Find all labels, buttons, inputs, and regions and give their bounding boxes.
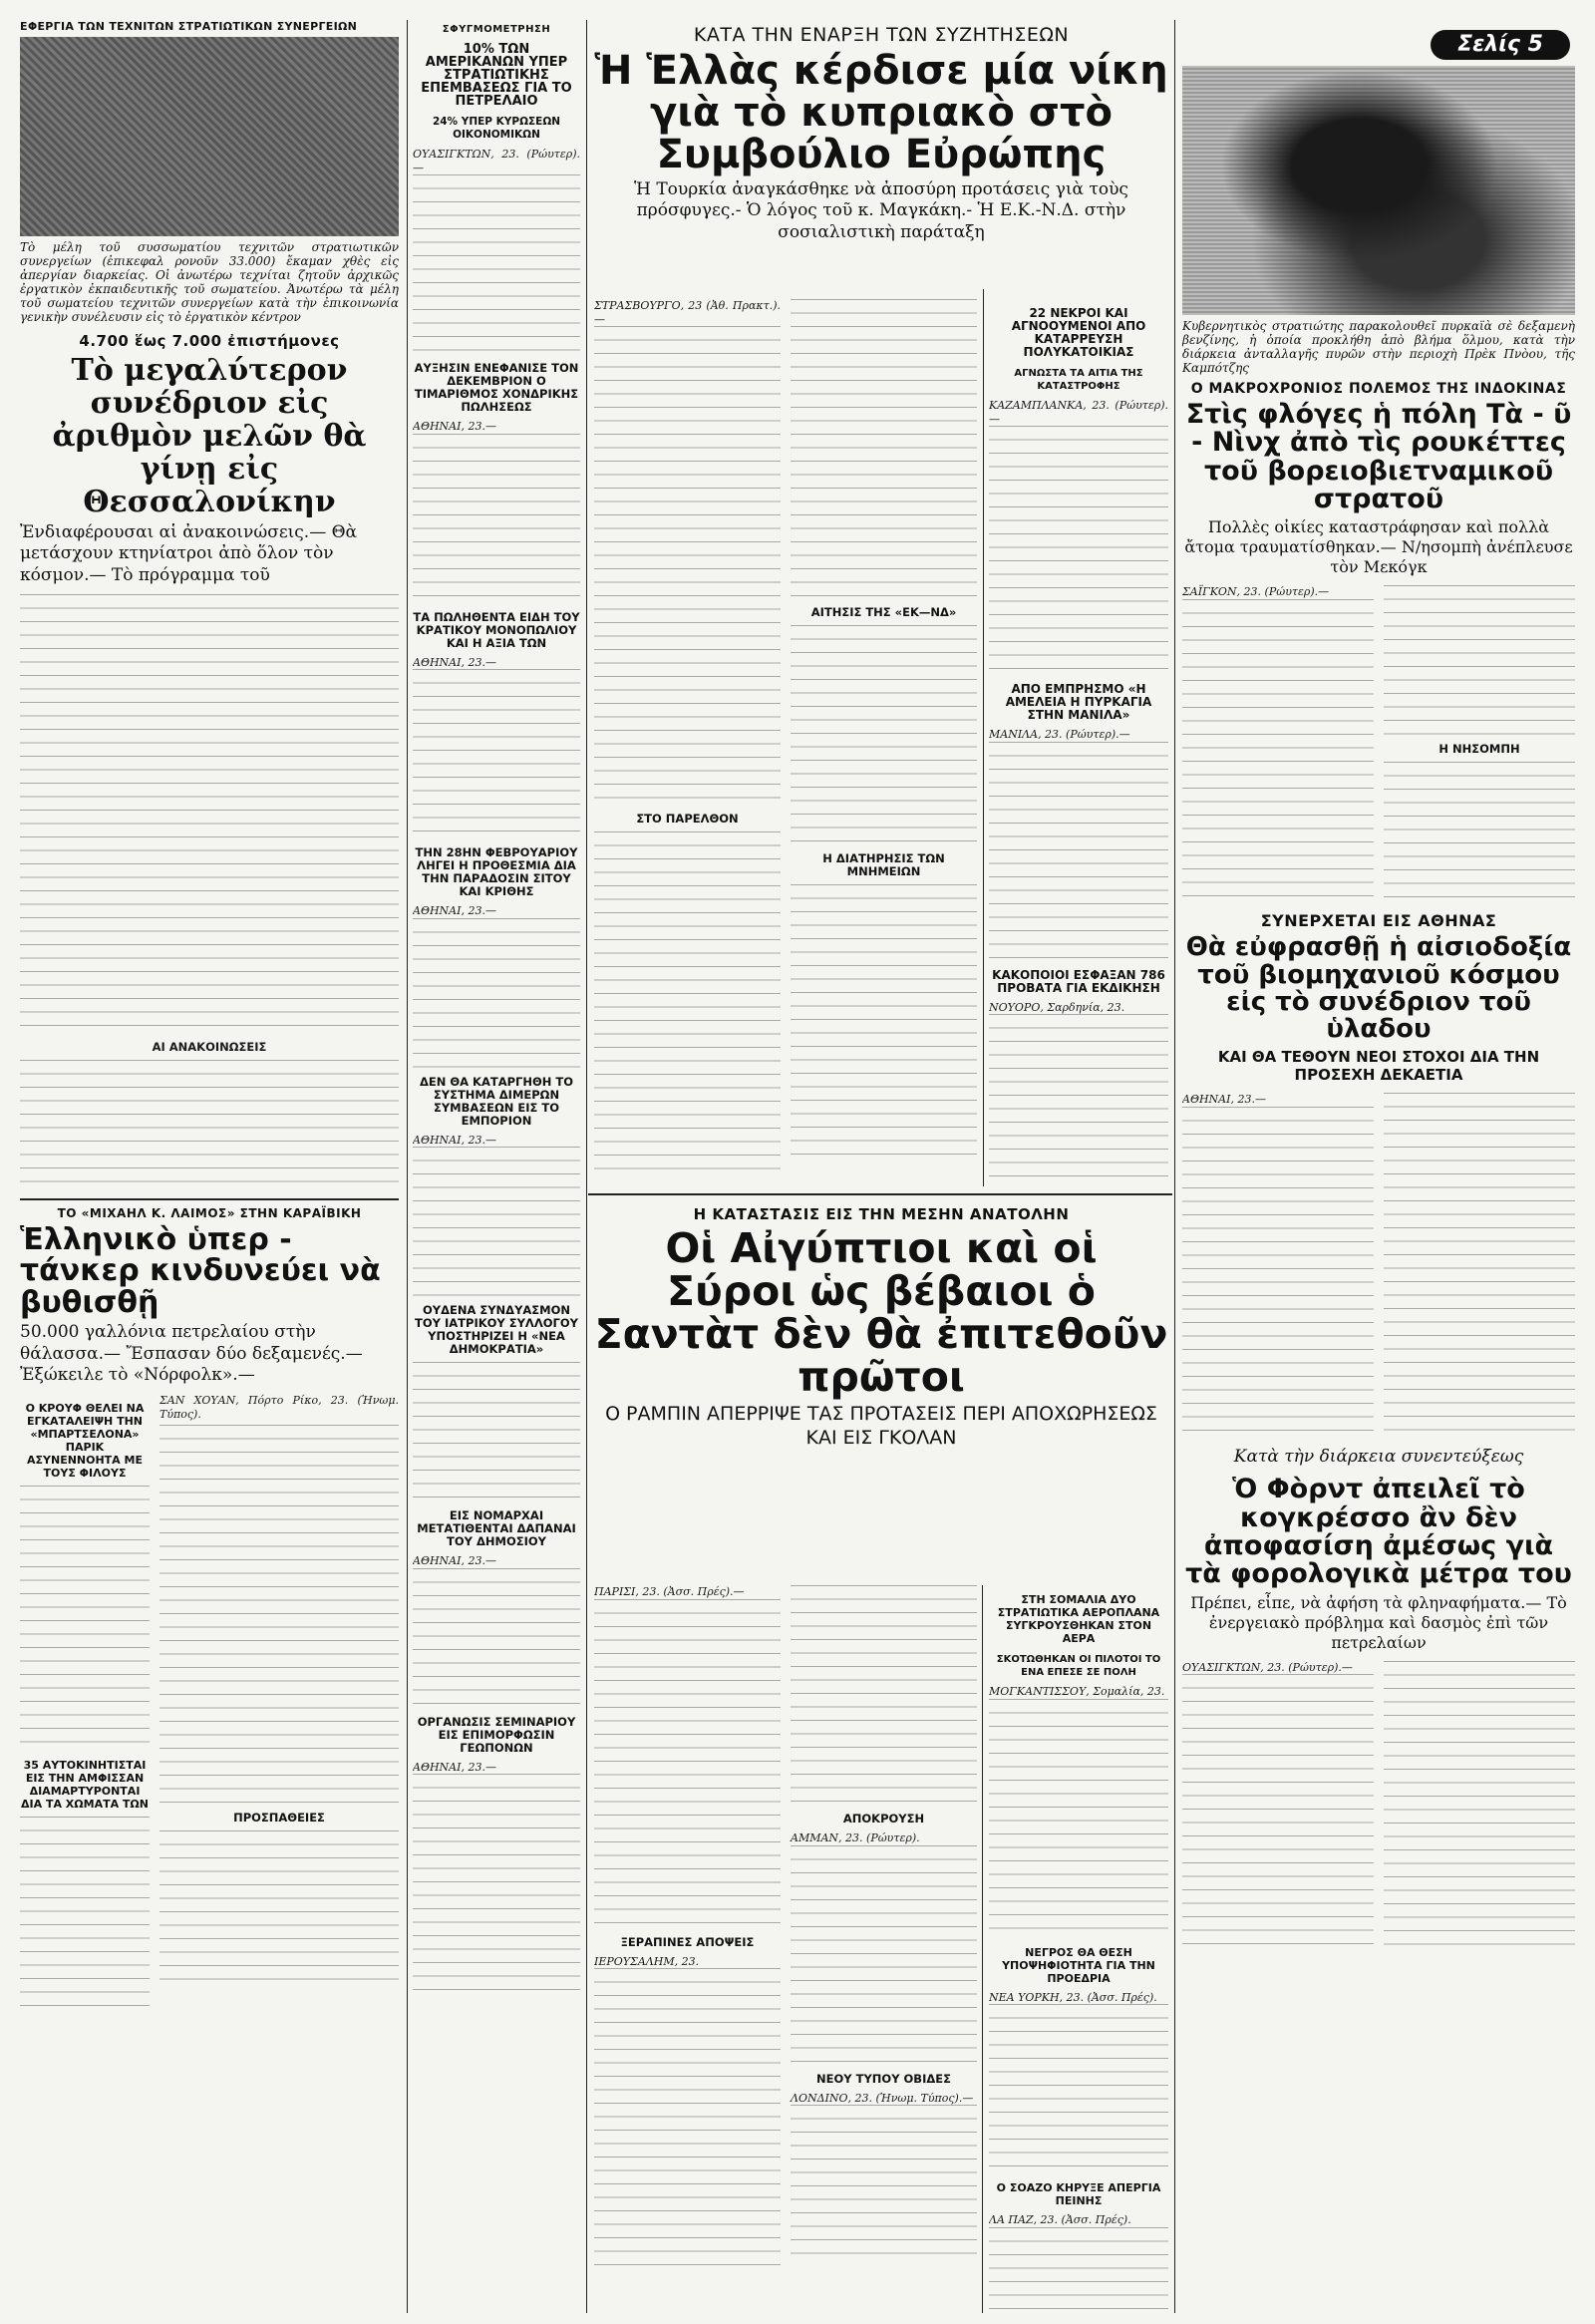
dateline: ΚΑΖΑΜΠΛΑΝΚΑ, 23. (Ρώυτερ).— <box>989 399 1168 426</box>
body-text-lines <box>791 625 977 844</box>
body-text-lines <box>413 1362 580 1501</box>
dateline: ΑΘΗΝΑΙ, 23.— <box>413 1133 496 1147</box>
side-box <box>20 1394 150 2016</box>
dateline: ΣΑΝ ΧΟΥΑΝ, Πόρτο Ρίκο, 23. (Ἡνωμ. Τύπος). <box>160 1394 399 1421</box>
subsection-label: ΞΕΡΑΠΙΝΕΣ ΑΠΟΨΕΙΣ <box>620 1934 755 1949</box>
body-text-lines <box>160 1830 399 1980</box>
dateline: ΜΟΓΚΑΝΤΙΣΣΟΥ, Σομαλία, 23. <box>989 1685 1165 1698</box>
mideast-headline: Οἱ Αἰγύπτιοι καὶ οἱ Σύροι ὡς βέβαιοι ὁ Σαντὰτ δὲν θὰ ἐπιτεθοῦν πρῶτοι <box>594 1224 1168 1402</box>
dateline: ΑΘΗΝΑΙ, 23.— <box>413 1554 496 1567</box>
lead-story-columns <box>594 299 977 1186</box>
body-text-lines <box>1384 585 1575 735</box>
brief-kicker: ΣΦΥΓΜΟΜΕΤΡΗΣΗ <box>442 24 551 35</box>
brief-headline: ΕΙΣ ΝΟΜΑΡΧΑΙ ΜΕΤΑΤΙΘΕΝΤΑΙ ΔΑΠΑΝΑΙ ΤΟΥ ΔΗΜΟΣΙΟΥ <box>417 1508 576 1548</box>
dateline: ΛΑ ΠΑΖ, 23. (Ἀσσ. Πρές). <box>989 2213 1131 2226</box>
body-text-lines <box>1384 762 1575 901</box>
body-text-lines <box>413 434 580 603</box>
lead-body-col <box>594 299 781 1186</box>
lead-headline: Ἡ Ἑλλὰς κέρδισε μία νίκη γιὰ τὸ κυπριακὸ στὸ Συμβούλιο Εὐρώπης <box>594 48 1168 177</box>
story-body-col <box>1384 1093 1575 1437</box>
body-text-lines <box>594 1968 781 2267</box>
story-body <box>20 594 399 1192</box>
brief-headline: ΑΠΟ ΕΜΠΡΗΣΜΟ «Η ΑΜΕΛΕΙΑ Η ΠΥΡΚΑΓΙΑ ΣΤΗΝ ΜΑΝΙΛΑ» <box>1005 682 1152 722</box>
strike-photo <box>20 37 399 236</box>
body-text-lines <box>413 174 580 354</box>
body-text-lines <box>1384 1661 1575 1955</box>
column-rule <box>1174 20 1175 2313</box>
mideast-body-col <box>594 1585 781 2313</box>
body-text-lines <box>20 1060 399 1192</box>
story-kicker: ΤΟ «ΜΙΧΑΗΛ Κ. ΛΑΙΜΟΣ» ΣΤΗΝ ΚΑΡΑΪΒΙΚΗ <box>57 1205 362 1220</box>
story-subhead: Ἐνδιαφέρουσαι αἱ ἀνακοινώσεις.— Θὰ μετάσχουν κτηνίατροι ἀπὸ ὅλον τὸν κόσμον.— Τὸ πρόγραμμα τοῦ <box>20 522 358 585</box>
lead-subhead: Ἡ Τουρκία ἀναγκάσθηκε νὰ ἀποσύρη προτάσεις γιὰ τοὺς πρόσφυγες.- Ὁ λόγος τοῦ κ. Μαγκάκη.- Ἡ Ε.Κ.-Ν.Δ. στὴν σοσιαλιστικὴ παράταξη <box>634 179 1128 242</box>
photo-caption: Τὸ μέλη τοῦ συσσωματίου τεχνιτῶν στρατιωτικῶν συνεργείων (ἐπικεφαλ ρονοῦν 33.000) ἔκαμαν χθὲς εἰς ἀπεργίαν διαρκείας. Οἱ ἀνωτέρω τεχνίται ζητοῦν ἀρχικῶς ἐργατικὸν ἐκπαιδευτικῆς τοῦ σωματείου. Ἀνωτέρω τὰ μέλη τοῦ σωματείου τεχνιτῶν συνεργείων κατὰ τὴν ἐπικοινωνία γενικὴν συνέλευσιν εἰς τὸ ἐργατικὸν κέντρον <box>20 240 399 324</box>
story-body-col <box>1182 585 1374 901</box>
story-subhead: 50.000 γαλλόνια πετρελαίου στὴν θάλασσα.— Ἔσπασαν δύο δεξαμενές.— Ἐξώκειλε τὸ «Νόρφολκ».— <box>20 1322 363 1385</box>
body-text-lines <box>413 1774 580 1993</box>
story-subhead: Πολλὲς οἰκίες καταστράφησαν καὶ πολλὰ ἄτομα τραυματίσθηκαν.— Ν/ησομπὴ ἀνέπλευσε τὸν Μεκόγκ <box>1184 517 1573 577</box>
side-box-headline: Ο ΚΡΟΥΦ ΘΕΛΕΙ ΝΑ ΕΓΚΑΤΑΛΕΙΨΗ ΤΗΝ «ΜΠΑΡΤΣΕΛΟΝΑ» ΠΑΡΙΚ ΑΣΥΝΕΝΝΟΗΤΑ ΜΕ ΤΟΥΣ ΦΙΛΟΥΣ <box>25 1402 145 1480</box>
body-text-lines <box>989 2004 1168 2173</box>
subsection-label: Η ΔΙΑΤΗΡΗΣΙΣ ΤΩΝ ΜΝΗΜΕΙΩΝ <box>822 851 945 878</box>
subsection-label: ΑΙ ΑΝΑΚΟΙΝΩΣΕΙΣ <box>152 1039 267 1054</box>
body-text-lines <box>160 1425 399 1804</box>
brief-headline: ΝΕΓΡΟΣ ΘΑ ΘΕΣΗ ΥΠΟΨΗΦΙΟΤΗΤΑ ΓΙΑ ΤΗΝ ΠΡΟΕΔΡΙΑ <box>1002 1945 1155 1985</box>
subsection-label: Η ΝΗΣΟΜΠΗ <box>1438 742 1520 757</box>
dateline: ΑΘΗΝΑΙ, 23.— <box>413 904 496 917</box>
story-body-col <box>1384 585 1575 901</box>
body-text-lines <box>413 1147 580 1296</box>
mideast-body-col <box>791 1585 977 2313</box>
body-text-lines <box>989 1699 1168 1938</box>
dateline: ΠΑΡΙΣΙ, 23. (Ἀσσ. Πρές).— <box>594 1585 745 1598</box>
subsection-label: ΣΤΟ ΠΑΡΕΛΘΟΝ <box>636 812 739 826</box>
brief-subhead: ΑΓΝΩΣΤΑ ΤΑ ΑΙΤΙΑ ΤΗΣ ΚΑΤΑΣΤΡΟΦΗΣ <box>1014 368 1143 392</box>
brief-headline: 22 ΝΕΚΡΟΙ ΚΑΙ ΑΓΝΟΟΥΜΕΝΟΙ ΑΠΟ ΚΑΤΑΡΡΕΥΣΗ ΠΟΛΥΚΑΤΟΙΚΙΑΣ <box>1011 306 1146 359</box>
section-rule <box>588 1193 1172 1195</box>
left-column <box>20 20 399 2313</box>
body-text-lines <box>1182 1674 1374 1953</box>
lead-story-header <box>594 20 1168 299</box>
story-body <box>160 1394 399 2016</box>
body-text-lines <box>413 918 580 1068</box>
column-rule <box>983 289 984 1186</box>
dateline: ΑΘΗΝΑΙ, 23.— <box>413 655 496 669</box>
brief-headline: ΑΥΞΗΣΙΝ ΕΝΕΦΑΝΙΣΕ ΤΟΝ ΔΕΚΕΜΒΡΙΟΝ Ο ΤΙΜΑΡΙΘΜΟΣ ΧΟΝΔΡΙΚΗΣ ΠΩΛΗΣΕΩΣ <box>414 361 579 414</box>
story-body-row <box>20 1394 399 2016</box>
body-text-lines <box>1384 1093 1575 1437</box>
section-rule <box>20 1198 399 1200</box>
brief-headline: ΤΑ ΠΩΛΗΘΕΝΤΑ ΕΙΔΗ ΤΟΥ ΚΡΑΤΙΚΟΥ ΜΟΝΟΠΩΛΙΟΥ ΚΑΙ Η ΑΞΙΑ ΤΩΝ <box>413 609 580 650</box>
dateline: ΜΑΝΙΛΑ, 23. (Ρώυτερ).— <box>989 728 1130 741</box>
story-headline: Θὰ εὐφρασθῇ ἡ αἰσιοδοξία τοῦ βιομηχανιοῦ κόσμου εἰς τὸ συνέδριον τοῦ ὑλαδου <box>1185 932 1572 1045</box>
body-text-lines <box>791 1845 977 2065</box>
story-kicker: ΣΥΝΕΡΧΕΤΑΙ ΕΙΣ ΑΘΗΝΑΣ <box>1260 911 1497 931</box>
brief-headline: ΣΤΗ ΣΟΜΑΛΙΑ ΔΥΟ ΣΤΡΑΤΙΩΤΙΚΑ ΑΕΡΟΠΛΑΝΑ ΣΥΓΚΡΟΥΣΘΗΚΑΝ ΣΤΟΝ ΑΕΡΑ <box>997 1593 1160 1645</box>
body-text-lines <box>594 326 781 805</box>
body-text-lines <box>594 1599 781 1928</box>
brief-headline: ΟΥΔΕΝΑ ΣΥΝΔΥΑΣΜΟΝ ΤΟΥ ΙΑΤΡΙΚΟΥ ΣΥΛΛΟΓΟΥ ΥΠΟΣΤΗΡΙΖΕΙ Η «ΝΕΑ ΔΗΜΟΚΡΑΤΙΑ» <box>415 1303 578 1356</box>
story-headline: Ὁ Φὸρντ ἀπειλεῖ τὸ κογκρέσσο ἂν δὲν ἀποφασίση ἀμέσως γιὰ τὰ φορολογικὰ μέτρα του <box>1185 1474 1572 1590</box>
subsection-label: ΑΙΤΗΣΙΣ ΤΗΣ «ΕΚ—ΝΔ» <box>810 605 957 619</box>
body-text-lines <box>791 299 977 598</box>
dateline: ΟΥΑΣΙΓΚΤΩΝ, 23. (Ρώυτερ).— <box>413 148 580 174</box>
mideast-header <box>594 1201 1168 1580</box>
story-headline: Ἑλληνικὸ ὑπερ - τάνκερ κινδυνεύει νὰ βυθισθῇ <box>20 1221 381 1320</box>
body-text-lines <box>20 594 399 1033</box>
briefs-column <box>413 20 580 2313</box>
body-text-lines <box>989 742 1168 961</box>
column-rule <box>586 20 587 2313</box>
fire-photo <box>1182 66 1575 315</box>
story-columns <box>1182 585 1575 901</box>
dateline: ΝΕΑ ΥΟΡΚΗ, 23. (Ἀσσ. Πρές). <box>989 1990 1157 2004</box>
subsection-label: ΠΡΟΣΠΑΘΕΙΕΣ <box>233 1811 325 1825</box>
lead-kicker: ΚΑΤΑ ΤΗΝ ΕΝΑΡΞΗ ΤΩΝ ΣΥΖΗΤΗΣΕΩΝ <box>693 24 1070 46</box>
photo-caption: Κυβερνητικὸς στρατιώτης παρακολουθεῖ πυρκαϊὰ σὲ δεξαμενὴ βενζίνης, ἡ ὁποία προκλήθη ἀπὸ βλήμα ὅλμου, κατὰ τὴν διάρκεια ἀνταλλαγῆς πυρῶν στὴν περιοχὴ Πρὲκ Πνὸου, τῆς Καμπότζης <box>1182 319 1575 375</box>
dateline: ΑΘΗΝΑΙ, 23.— <box>413 1760 496 1774</box>
story-body-col <box>1182 1661 1374 1955</box>
body-text-lines <box>413 1568 580 1708</box>
brief-headline: ΟΡΓΑΝΩΣΙΣ ΣΕΜΙΝΑΡΙΟΥ ΕΙΣ ΕΠΙΜΟΡΦΩΣΙΝ ΓΕΩΠΟΝΩΝ <box>417 1714 576 1755</box>
dateline: ΑΘΗΝΑΙ, 23.— <box>1182 1093 1266 1107</box>
body-text-lines <box>989 1014 1168 1186</box>
story-subhead: Πρέπει, εἶπε, νὰ ἀφήση τὰ φληναφήματα.— Τὸ ἐνεργειακὸ πρόβλημα καὶ δασμὸς ἐπὶ τῶν πετρελαίων <box>1190 1592 1567 1652</box>
story-columns <box>1182 1661 1575 1955</box>
brief-subhead: ΣΚΟΤΩΘΗΚΑΝ ΟΙ ΠΙΛΟΤΟΙ ΤΟ ΕΝΑ ΕΠΕΣΕ ΣΕ ΠΟΛΗ <box>996 1654 1161 1678</box>
story-body-col <box>1384 1661 1575 1955</box>
body-text-lines <box>20 1817 150 2016</box>
brief-subhead: 24% ΥΠΕΡ ΚΥΡΩΣΕΩΝ ΟΙΚΟΝΟΜΙΚΩΝ <box>432 116 561 141</box>
body-text-lines <box>791 884 977 1163</box>
dateline: ΣΤΡΑΣΒΟΥΡΓΟ, 23 (Ἀθ. Πρακτ.).— <box>594 299 781 326</box>
body-text-lines <box>989 426 1168 675</box>
body-text-lines <box>20 1486 150 1745</box>
lead-body-col <box>791 299 977 1186</box>
dateline: ΙΕΡΟΥΣΑΛΗΜ, 23. <box>594 1954 700 1968</box>
lead-story-body <box>594 299 977 1186</box>
photo-banner: ΕΦΕΡΓΙΑ ΤΩΝ ΤΕΧΝΙΤΩΝ ΣΤΡΑΤΙΩΤΙΚΩΝ ΣΥΝΕΡΓΕΙΩΝ <box>20 20 358 33</box>
subsection-label: ΝΕΟΥ ΤΥΠΟΥ ΟΒΙΔΕΣ <box>816 2071 951 2086</box>
brief-headline: 10% ΤΩΝ ΑΜΕΡΙΚΑΝΩΝ ΥΠΕΡ ΣΤΡΑΤΙΩΤΙΚΗΣ ΕΠΕΜΒΑΣΕΩΣ ΓΙΑ ΤΟ ΠΕΤΡΕΛΑΙΟ <box>421 42 572 109</box>
subsection-label: ΑΠΟΚΡΟΥΣΗ <box>842 1812 925 1826</box>
body-text-lines <box>791 2105 977 2264</box>
mideast-columns <box>594 1585 977 2313</box>
story-kicker: Κατὰ τὴν διάρκεια συνεντεύξεως <box>1233 1447 1524 1468</box>
story-headline: Τὸ μεγαλύτερον συνέδριον εἰς ἀριθμὸν μελῶν θὰ γίνῃ εἰς Θεσσαλονίκην <box>52 353 367 519</box>
brief-headline: Ο ΣΟΑΖΟ ΚΗΡΥΞΕ ΑΠΕΡΓΙΑ ΠΕΙΝΗΣ <box>996 2181 1161 2207</box>
story-subhead: ΚΑΙ ΘΑ ΤΕΘΟΥΝ ΝΕΟΙ ΣΤΟΧΟΙ ΔΙΑ ΤΗΝ ΠΡΟΣΕΧΗ ΔΕΚΑΕΤΙΑ <box>1217 1047 1540 1085</box>
body-text-lines <box>989 2227 1168 2314</box>
story-body-col <box>1182 1093 1374 1437</box>
brief-headline: ΔΕΝ ΘΑ ΚΑΤΑΡΓΗΘΗ ΤΟ ΣΥΣΤΗΜΑ ΔΙΜΕΡΩΝ ΣΥΜΒΑΣΕΩΝ ΕΙΣ ΤΟ ΕΜΠΟΡΙΟΝ <box>419 1074 574 1128</box>
right-column <box>1182 66 1575 2313</box>
dateline: ΛΟΝΔΙΝΟ, 23. (Ἡνωμ. Τύπος).— <box>791 2091 974 2105</box>
mideast-side-column <box>989 1585 1168 2313</box>
section-badge: Σελίς 5 <box>1431 30 1570 60</box>
body-text-lines <box>1182 1107 1374 1436</box>
brief-headline: ΤΗΝ 28ΗΝ ΦΕΒΡΟΥΑΡΙΟΥ ΛΗΓΕΙ Η ΠΡΟΘΕΣΜΙΑ ΔΙΑ ΤΗΝ ΠΑΡΑΔΟΣΙΝ ΣΙΤΟΥ ΚΑΙ ΚΡΙΘΗΣ <box>415 845 578 898</box>
mid-briefs-column <box>989 299 1168 1186</box>
dateline: ΑΘΗΝΑΙ, 23.— <box>413 420 496 433</box>
side-box-headline: 35 ΑΥΤΟΚΙΝΗΤΙΣΤΑΙ ΕΙΣ ΤΗΝ ΑΜΦΙΣΣΑΝ ΔΙΑΜΑΡΤΥΡΟΝΤΑΙ ΔΙΑ ΤΑ ΧΩΜΑΤΑ ΤΩΝ <box>21 1759 149 1811</box>
body-text-lines <box>413 669 580 838</box>
mideast-body <box>594 1585 977 2313</box>
story-headline: Στὶς φλόγες ἡ πόλη Τὰ - ῦ - Νὶνχ ἀπὸ τὶς ρουκέττες τοῦ βορειοβιετναμικοῦ στρατοῦ <box>1185 399 1572 515</box>
brief-headline: ΚΑΚΟΠΟΙΟΙ ΕΣΦΑΞΑΝ 786 ΠΡΟΒΑΤΑ ΓΙΑ ΕΚΔΙΚΗΣΗ <box>992 967 1165 995</box>
mideast-subhead: Ο ΡΑΜΠΙΝ ΑΠΕΡΡΙΨΕ ΤΑΣ ΠΡΟΤΑΣΕΙΣ ΠΕΡΙ ΑΠΟΧΩΡΗΣΕΩΣ ΚΑΙ ΕΙΣ ΓΚΟΛΑΝ <box>605 1403 1157 1449</box>
body-text-lines <box>1182 599 1374 898</box>
column-rule <box>407 20 408 2313</box>
story-columns <box>1182 1093 1575 1437</box>
body-text-lines <box>791 1585 977 1805</box>
column-rule <box>982 1585 983 2313</box>
dateline: ΟΥΑΣΙΓΚΤΩΝ, 23. (Ρώυτερ).— <box>1182 1660 1353 1674</box>
dateline: ΣΑΪΓΚΟΝ, 23. (Ρώυτερ).— <box>1182 585 1330 599</box>
story-kicker: Ο ΜΑΚΡΟΧΡΟΝΙΟΣ ΠΟΛΕΜΟΣ ΤΗΣ ΙΝΔΟΚΙΝΑΣ <box>1190 381 1567 397</box>
dateline: ΝΟΥΟΡΟ, Σαρδηνία, 23. <box>989 1000 1125 1014</box>
story-kicker: 4.700 ἕως 7.000 ἐπιστήμονες <box>79 332 340 350</box>
body-text-lines <box>594 831 781 1170</box>
dateline: ΑΜΜΑΝ, 23. (Ρώυτερ). <box>791 1831 920 1844</box>
mideast-kicker: Η ΚΑΤΑΣΤΑΣΙΣ ΕΙΣ ΤΗΝ ΜΕΣΗΝ ΑΝΑΤΟΛΗΝ <box>693 1205 1070 1223</box>
